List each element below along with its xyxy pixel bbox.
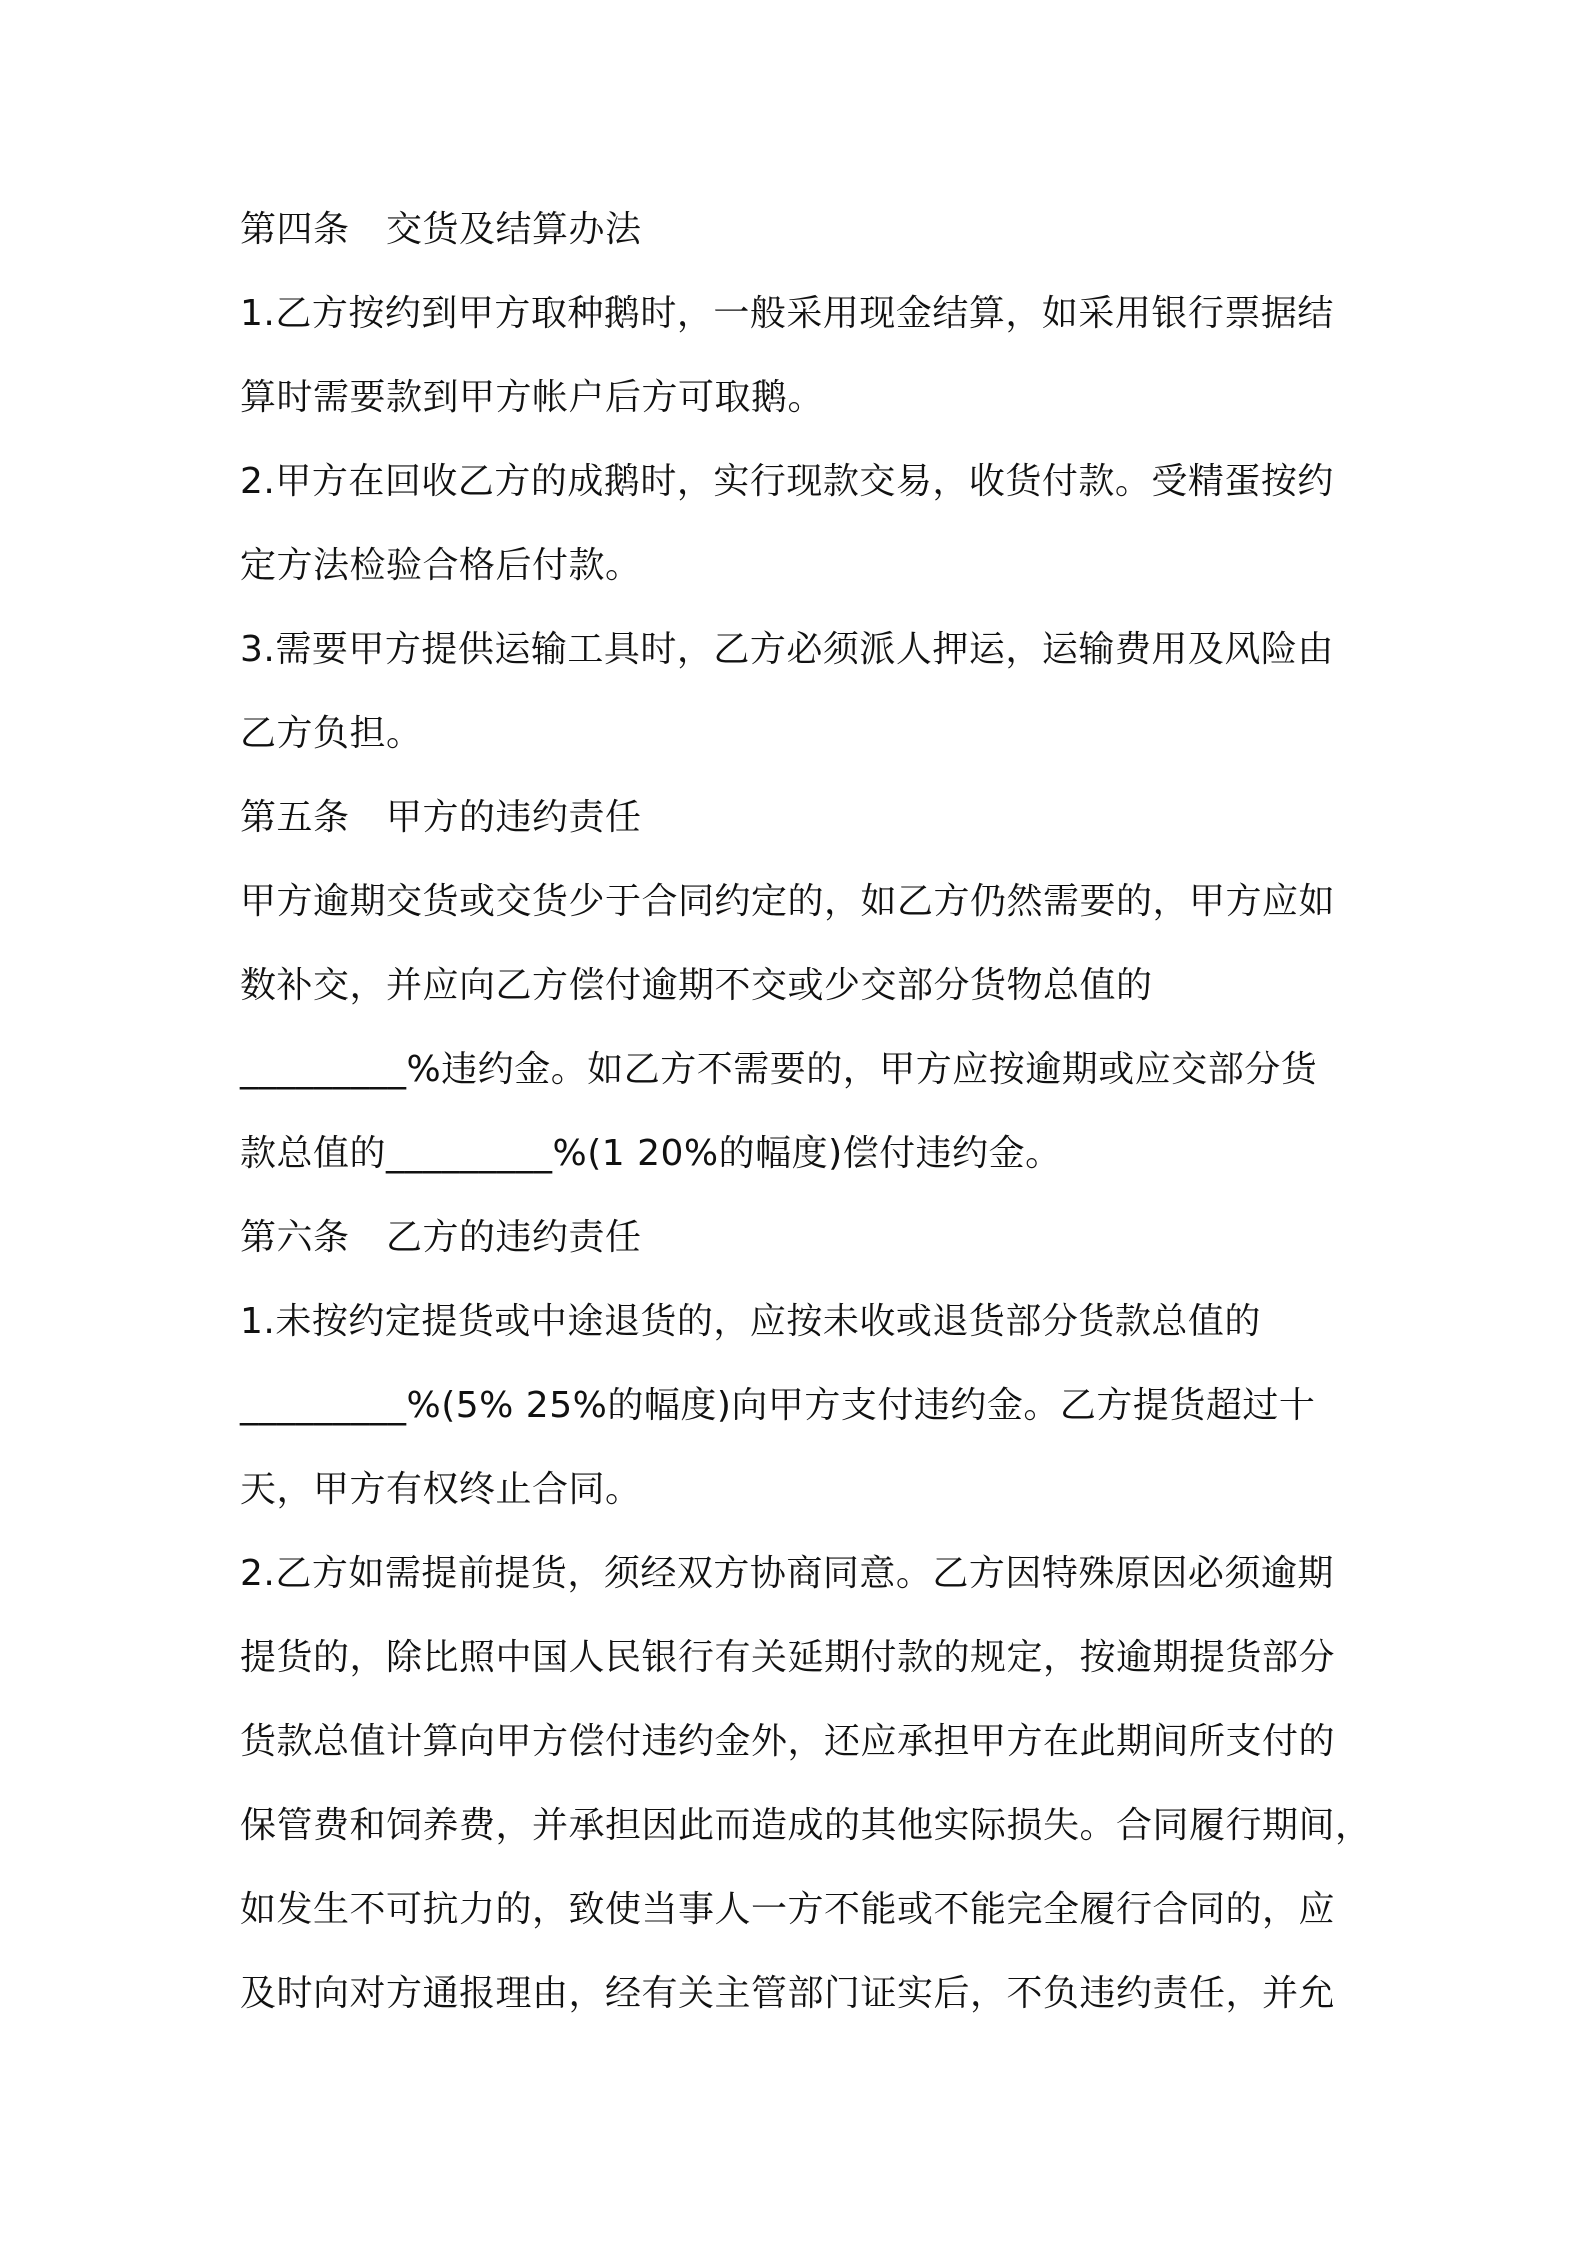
article-5-paragraph-line-4: 款总值的_________%(1 20%的幅度)偿付违约金。 xyxy=(240,1133,1062,1174)
article-5-paragraph-line-1: 甲方逾期交货或交货少于合同约定的，如乙方仍然需要的，甲方应如 xyxy=(240,881,1336,922)
article-6-item-2-line-1: 2.乙方如需提前提货，须经双方协商同意。乙方因特殊原因必须逾期 xyxy=(240,1553,1334,1594)
article-4-item-1-line-1: 1.乙方按约到甲方取种鹅时，一般采用现金结算，如采用银行票据结 xyxy=(240,293,1334,334)
article-4-item-2-line-2: 定方法检验合格后付款。 xyxy=(240,545,642,586)
article-5-paragraph-line-2: 数补交，并应向乙方偿付逾期不交或少交部分货物总值的 xyxy=(240,965,1153,1006)
article-6-item-1-line-3: 天，甲方有权终止合同。 xyxy=(240,1469,642,1510)
article-6-item-1-line-1: 1.未按约定提货或中途退货的，应按未收或退货部分货款总值的 xyxy=(240,1301,1261,1342)
article-4-item-3-line-1: 3.需要甲方提供运输工具时，乙方必须派人押运，运输费用及风险由 xyxy=(240,629,1334,670)
article-6-item-2-line-3: 货款总值计算向甲方偿付违约金外，还应承担甲方在此期间所支付的 xyxy=(240,1721,1336,1762)
article-6-item-2-line-4: 保管费和饲养费，并承担因此而造成的其他实际损失。合同履行期间， xyxy=(240,1805,1372,1846)
article-6-heading: 第六条 乙方的违约责任 xyxy=(240,1217,642,1258)
article-4-item-2-line-1: 2.甲方在回收乙方的成鹅时，实行现款交易，收货付款。受精蛋按约 xyxy=(240,461,1334,502)
article-4-item-3-line-2: 乙方负担。 xyxy=(240,713,423,754)
article-6-item-1-line-2: _________%(5% 25%的幅度)向甲方支付违约金。乙方提货超过十 xyxy=(240,1385,1316,1426)
article-4-heading: 第四条 交货及结算办法 xyxy=(240,209,642,250)
article-5-heading: 第五条 甲方的违约责任 xyxy=(240,797,642,838)
article-6-item-2-line-5: 如发生不可抗力的，致使当事人一方不能或不能完全履行合同的，应 xyxy=(240,1889,1336,1930)
article-6-item-2-line-6: 及时向对方通报理由，经有关主管部门证实后，不负违约责任，并允 xyxy=(240,1973,1336,2014)
article-6-item-2-line-2: 提货的，除比照中国人民银行有关延期付款的规定，按逾期提货部分 xyxy=(240,1637,1336,1678)
article-4-item-1-line-2: 算时需要款到甲方帐户后方可取鹅。 xyxy=(240,377,825,418)
article-5-paragraph-line-3: _________%违约金。如乙方不需要的，甲方应按逾期或应交部分货 xyxy=(240,1049,1318,1090)
